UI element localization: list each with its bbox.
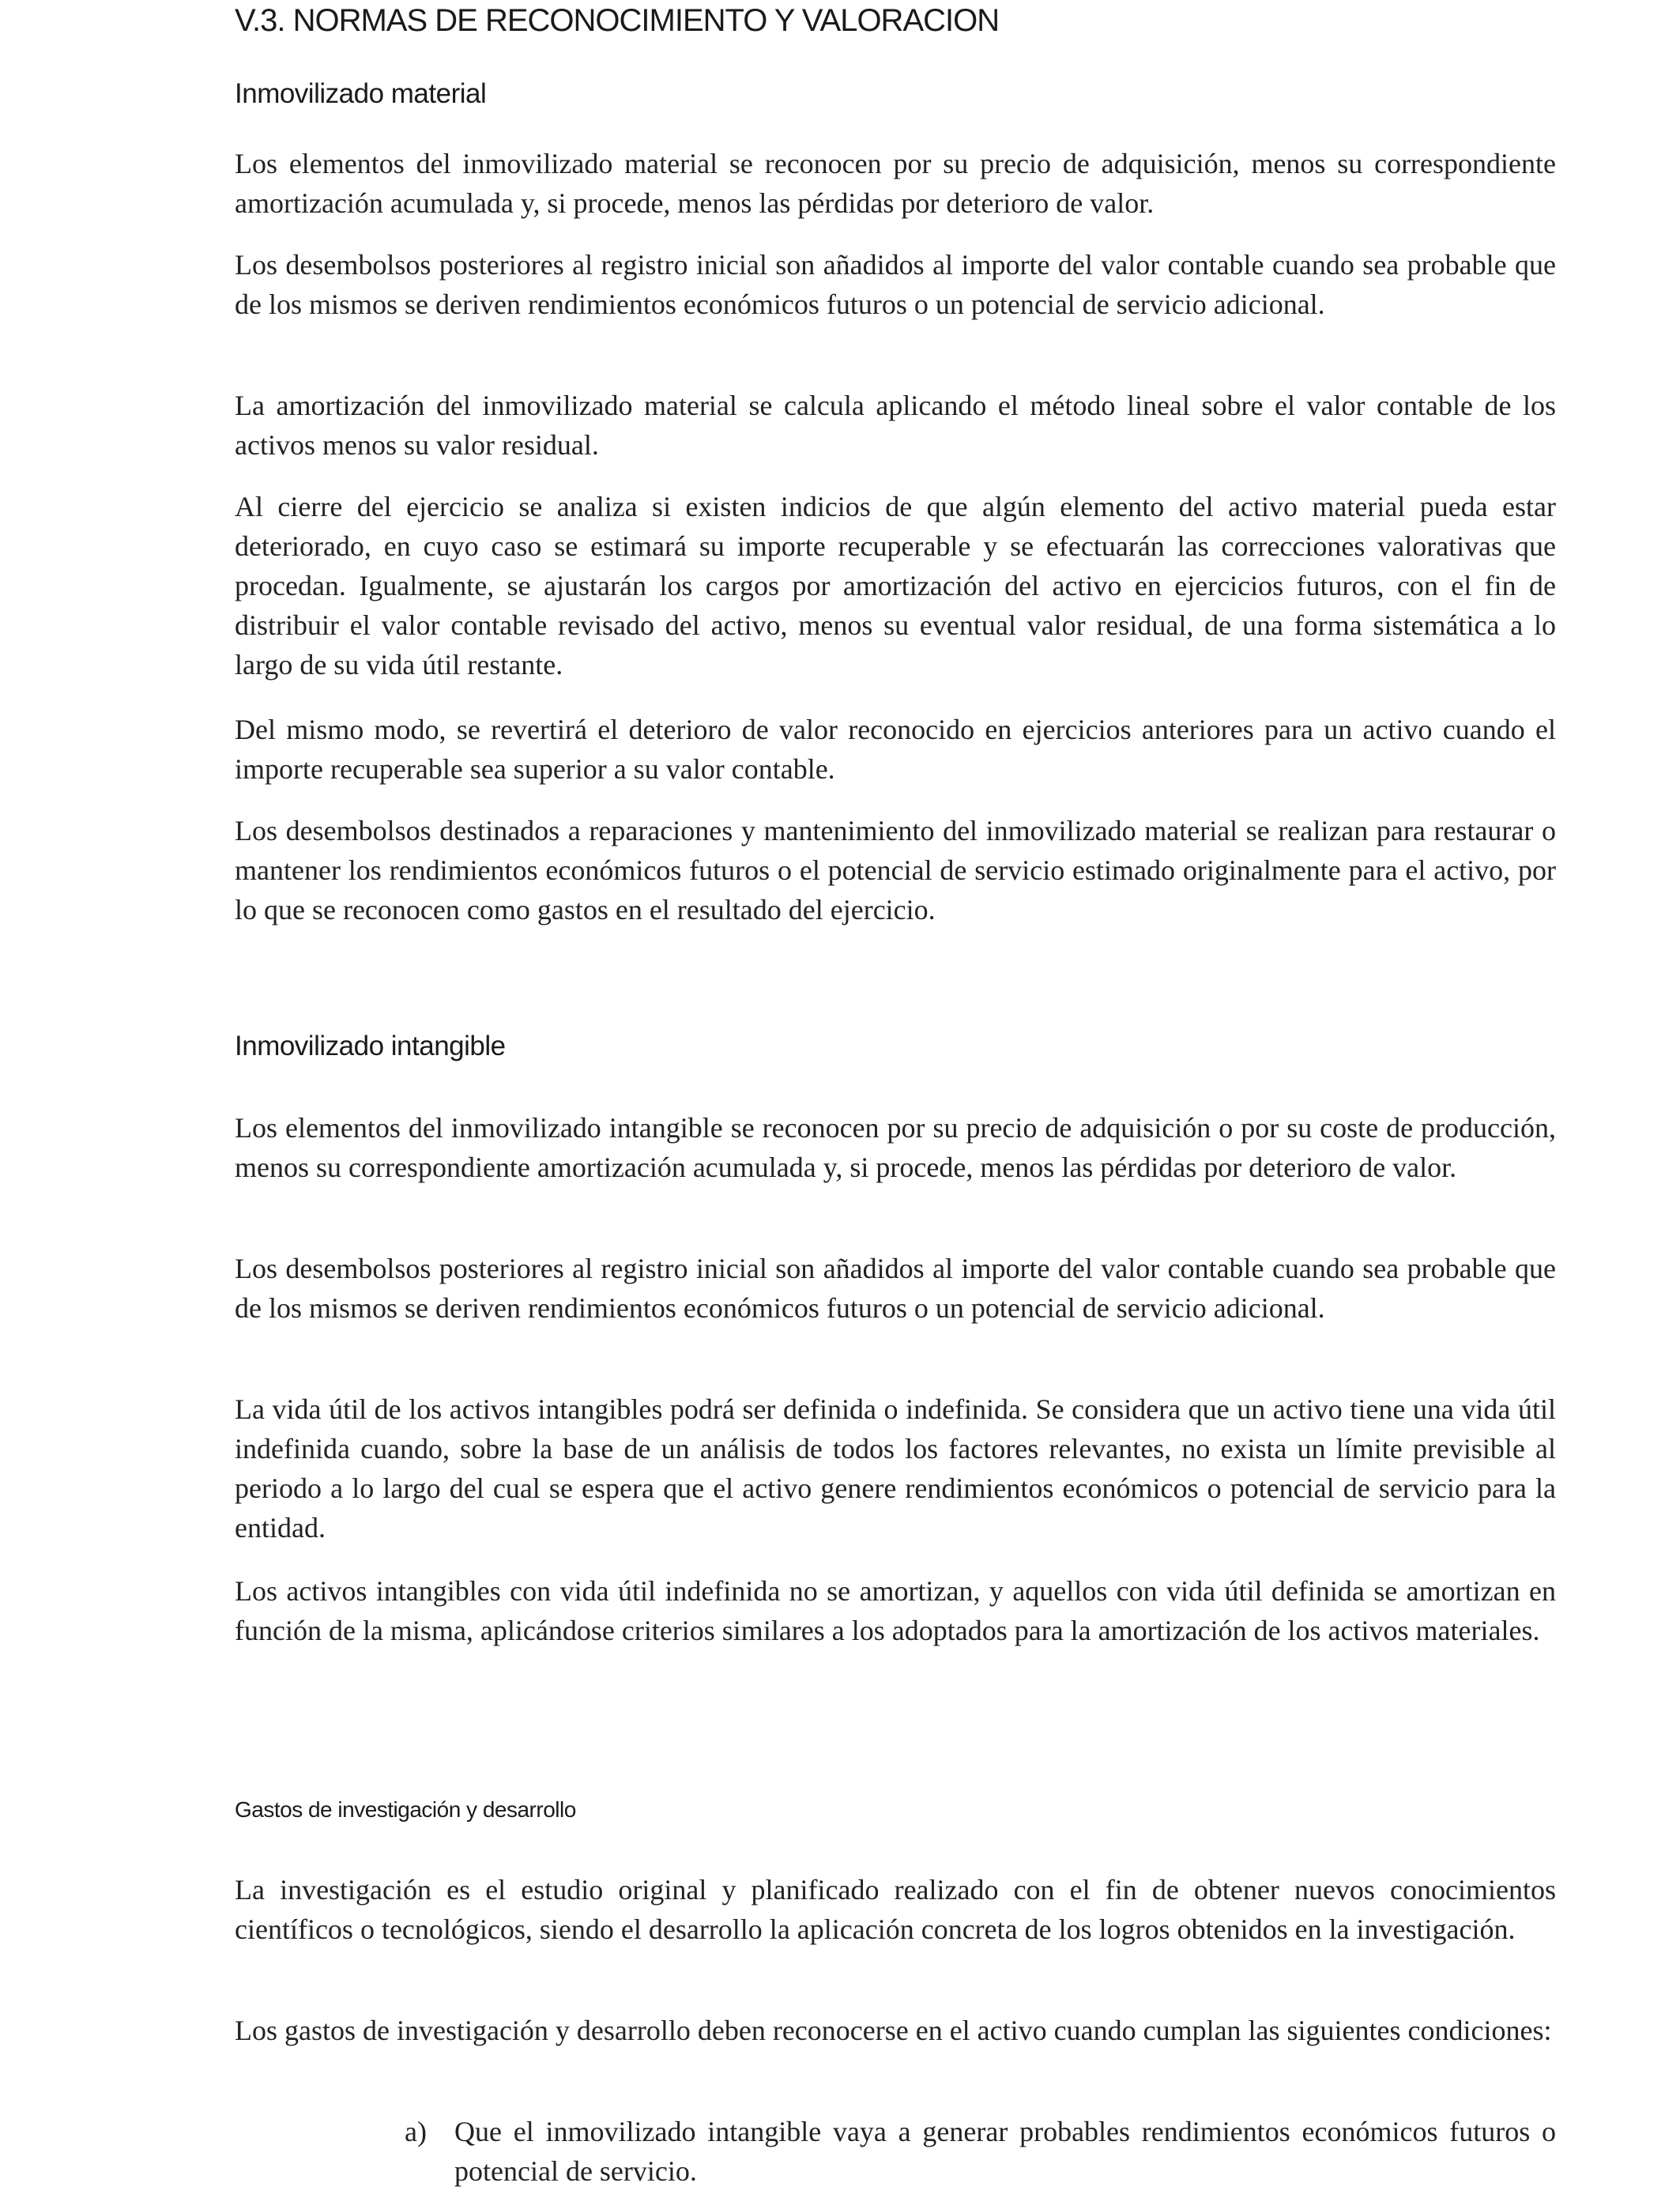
list-item bbox=[405, 2112, 1556, 2191]
paragraph bbox=[235, 487, 1556, 684]
paragraph bbox=[235, 1870, 1556, 1949]
paragraph-text: La amortización del inmovilizado material se calcula aplicando el método lineal sobre el valor contable de los activos menos su valor residual. bbox=[235, 390, 1556, 461]
paragraph bbox=[235, 1249, 1556, 1328]
paragraph-text: Los elementos del inmovilizado intangible se reconocen por su precio de adquisición o por su coste de producción, menos su correspondiente amortización acumulada y, si procede, menos las pérdidas por deterioro de valor. bbox=[235, 1112, 1556, 1183]
paragraph-text: La investigación es el estudio original y planificado realizado con el fin de obtener nuevos conocimientos científicos o tecnológicos, siendo el desarrollo la aplicación concreta de los logros obtenidos en la investigación. bbox=[235, 1874, 1556, 1945]
paragraph-text: La vida útil de los activos intangibles podrá ser definida o indefinida. Se considera que un activo tiene una vida útil indefinida cuando, sobre la base de un análisis de todos los factores relevantes, no exista un límite previsible al periodo a lo largo del cual se espera que el activo genere rendimientos económicos o potencial de servicio para la entidad. bbox=[235, 1393, 1556, 1544]
paragraph-text: Los desembolsos posteriores al registro inicial son añadidos al importe del valor contable cuando sea probable que de los mismos se deriven rendimientos económicos futuros o un potencial de servicio adicional. bbox=[235, 1253, 1556, 1324]
paragraph bbox=[235, 1108, 1556, 1187]
list-marker: a) bbox=[405, 2116, 427, 2147]
paragraph bbox=[235, 245, 1556, 324]
paragraph bbox=[235, 710, 1556, 789]
paragraph-text: Al cierre del ejercicio se analiza si existen indicios de que algún elemento del activo material pueda estar deteriorado, en cuyo caso se estimará su importe recuperable y se efectuarán las correcciones valorativas que procedan. Igualmente, se ajustarán los cargos por amortización del activo en ejercicios futuros, con el fin de distribuir el valor contable revisado del activo, menos su eventual valor residual, de una forma sistemática a lo largo de su vida útil restante. bbox=[235, 491, 1556, 680]
section-title: V.3. NORMAS DE RECONOCIMIENTO Y VALORACION bbox=[235, 3, 1000, 38]
paragraph-text: Los activos intangibles con vida útil indefinida no se amortizan, y aquellos con vida útil definida se amortizan en función de la misma, aplicándose criterios similares a los adoptados para la amortización de los activos materiales. bbox=[235, 1575, 1556, 1646]
heading-gastos-investigacion: Gastos de investigación y desarrollo bbox=[235, 1797, 576, 1822]
paragraph-text: Los gastos de investigación y desarrollo deben reconocerse en el activo cuando cumplan las siguientes condiciones: bbox=[235, 2015, 1552, 2046]
paragraph bbox=[235, 811, 1556, 929]
list-item-text: Que el inmovilizado intangible vaya a generar probables rendimientos económicos futuros o potencial de servicio. bbox=[454, 2116, 1556, 2187]
paragraph-text: Del mismo modo, se revertirá el deterioro de valor reconocido en ejercicios anteriores para un activo cuando el importe recuperable sea superior a su valor contable. bbox=[235, 714, 1556, 785]
paragraph bbox=[235, 1571, 1556, 1650]
heading-inmovilizado-material: Inmovilizado material bbox=[235, 78, 487, 109]
paragraph-text: Los desembolsos destinados a reparaciones y mantenimiento del inmovilizado material se realizan para restaurar o mantener los rendimientos económicos futuros o el potencial de servicio estimado originalmente para el activo, por lo que se reconocen como gastos en el resultado del ejercicio. bbox=[235, 815, 1556, 925]
paragraph bbox=[235, 144, 1556, 223]
paragraph-text: Los desembolsos posteriores al registro inicial son añadidos al importe del valor contable cuando sea probable que de los mismos se deriven rendimientos económicos futuros o un potencial de servicio adicional. bbox=[235, 249, 1556, 320]
paragraph bbox=[235, 386, 1556, 465]
paragraph-text: Los elementos del inmovilizado material se reconocen por su precio de adquisición, menos su correspondiente amortización acumulada y, si procede, menos las pérdidas por deterioro de valor. bbox=[235, 148, 1556, 219]
heading-inmovilizado-intangible: Inmovilizado intangible bbox=[235, 1031, 506, 1061]
paragraph bbox=[235, 2011, 1556, 2050]
paragraph bbox=[235, 1389, 1556, 1547]
